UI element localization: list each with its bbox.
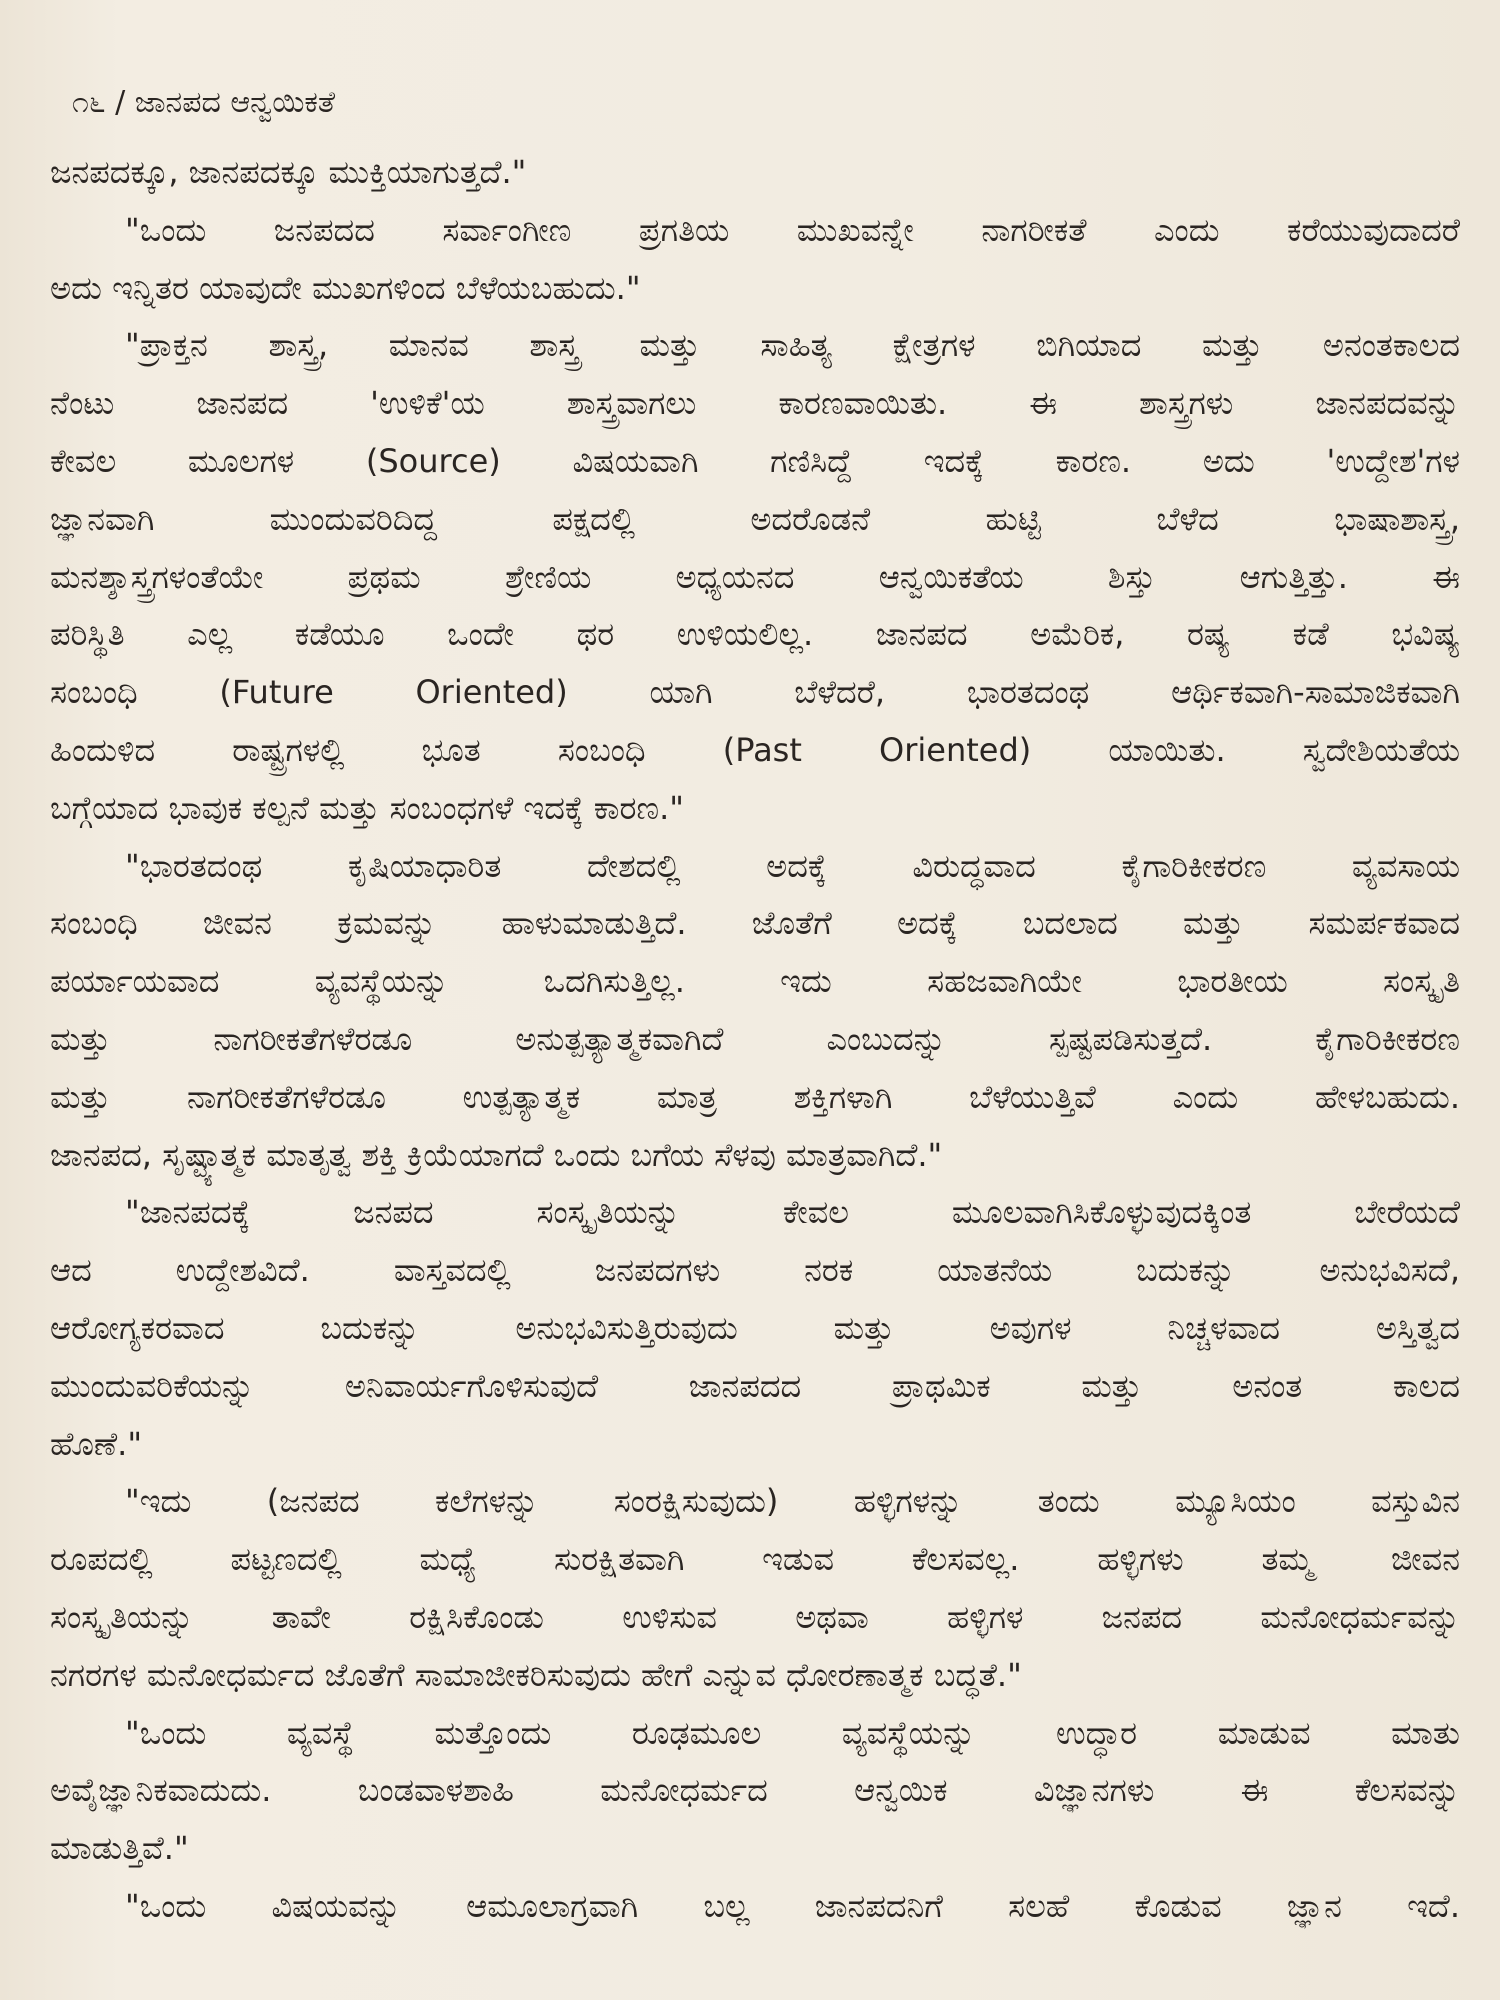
text-line: "ಭಾರತದಂಥ ಕೃಷಿಯಾಧಾರಿತ ದೇಶದಲ್ಲಿ ಅದಕ್ಕೆ ವಿರುದ್ಧವಾದ ಕೈಗಾರಿಕೀಕರಣ ವ್ಯವಸಾಯ: [125, 846, 1460, 885]
text-line: ಜ್ಞಾನವಾಗಿ ಮುಂದುವರಿದಿದ್ದ ಪಕ್ಷದಲ್ಲಿ ಅದರೊಡನೆ ಹುಟ್ಟಿ ಬೆಳೆದ ಭಾಷಾಶಾಸ್ತ್ರ,: [50, 499, 1460, 538]
text-line: ಸಂಬಂಧಿ (Future Oriented) ಯಾಗಿ ಬೆಳೆದರೆ, ಭಾರತದಂಥ ಆರ್ಥಿಕವಾಗಿ-ಸಾಮಾಜಿಕವಾಗಿ: [50, 673, 1460, 712]
paragraph: [50, 144, 1460, 202]
text-line: "ಒಂದು ಜನಪದದ ಸರ್ವಾಂಗೀಣ ಪ್ರಗತಿಯ ಮುಖವನ್ನೇ ನಾಗರೀಕತೆ ಎಂದು ಕರೆಯುವುದಾದರೆ: [125, 210, 1460, 249]
text-line: ನೆಂಟು ಜಾನಪದ 'ಉಳಿಕೆ'ಯ ಶಾಸ್ತ್ರವಾಗಲು ಕಾರಣವಾಯಿತು. ಈ ಶಾಸ್ತ್ರಗಳು ಜಾನಪದವನ್ನು: [50, 384, 1460, 423]
paragraph: [50, 1878, 1460, 1936]
text-line: ಮತ್ತು ನಾಗರೀಕತೆಗಳೆರಡೂ ಅನುತ್ಪತ್ಯಾತ್ಮಕವಾಗಿದೆ ಎಂಬುದನ್ನು ಸ್ಪಷ್ಟಪಡಿಸುತ್ತದೆ. ಕೈಗಾರಿಕೀಕರಣ: [50, 1019, 1460, 1058]
text-line: ಮಾಡುತ್ತಿವೆ.": [50, 1829, 189, 1868]
paragraph: [50, 1184, 1460, 1473]
text-line: ಅವೈಜ್ಞಾನಿಕವಾದುದು. ಬಂಡವಾಳಶಾಹಿ ಮನೋಧರ್ಮದ ಆನ್ವಯಿಕ ವಿಜ್ಞಾನಗಳು ಈ ಕೆಲಸವನ್ನು: [50, 1771, 1460, 1810]
text-line: ಆದ ಉದ್ದೇಶವಿದೆ. ವಾಸ್ತವದಲ್ಲಿ ಜನಪದಗಳು ನರಕ ಯಾತನೆಯ ಬದುಕನ್ನು ಅನುಭವಿಸದೆ,: [50, 1251, 1460, 1290]
text-line: ಸಂಸ್ಕೃತಿಯನ್ನು ತಾವೇ ರಕ್ಷಿಸಿಕೊಂಡು ಉಳಿಸುವ ಅಥವಾ ಹಳ್ಳಿಗಳ ಜನಪದ ಮನೋಧರ್ಮವನ್ನು: [50, 1597, 1460, 1636]
text-line: "ಇದು (ಜನಪದ ಕಲೆಗಳನ್ನು ಸಂರಕ್ಷಿಸುವುದು) ಹಳ್ಳಿಗಳನ್ನು ತಂದು ಮ್ಯೂಸಿಯಂ ವಸ್ತುವಿನ: [125, 1482, 1460, 1521]
text-line: ಕೇವಲ ಮೂಲಗಳ (Source) ವಿಷಯವಾಗಿ ಗಣಿಸಿದ್ದೆ ಇದಕ್ಕೆ ಕಾರಣ. ಅದು 'ಉದ್ದೇಶ'ಗಳ: [50, 441, 1460, 480]
paragraph: [50, 1705, 1460, 1878]
text-line: ಅದು ಇನ್ನಿತರ ಯಾವುದೇ ಮುಖಗಳಿಂದ ಬೆಳೆಯಬಹುದು.": [50, 268, 641, 307]
text-line: "ಜಾನಪದಕ್ಕೆ ಜನಪದ ಸಂಸ್ಕೃತಿಯನ್ನು ಕೇವಲ ಮೂಲವಾಗಿಸಿಕೊಳ್ಳುವುದಕ್ಕಿಂತ ಬೇರೆಯದೆ: [125, 1193, 1460, 1232]
text-line: ಆರೋಗ್ಯಕರವಾದ ಬದುಕನ್ನು ಅನುಭವಿಸುತ್ತಿರುವುದು ಮತ್ತು ಅವುಗಳ ನಿಚ್ಚಳವಾದ ಅಸ್ತಿತ್ವದ: [50, 1308, 1460, 1347]
body-text: [50, 144, 1460, 1936]
text-line: "ಒಂದು ವಿಷಯವನ್ನು ಆಮೂಲಾಗ್ರವಾಗಿ ಬಲ್ಲ ಜಾನಪದನಿಗೆ ಸಲಹೆ ಕೊಡುವ ಜ್ಞಾನ ಇದೆ.: [125, 1886, 1460, 1925]
running-header: ೧೬ / ಜಾನಪದ ಆನ್ವಯಿಕತೆ: [72, 85, 336, 120]
text-line: ಜಾನಪದ, ಸೃಷ್ಟ್ಯಾತ್ಮಕ ಮಾತೃತ್ವ ಶಕ್ತಿ ಕ್ರಿಯೆಯಾಗದೆ ಒಂದು ಬಗೆಯ ಸೆಳವು ಮಾತ್ರವಾಗಿದೆ.": [50, 1135, 943, 1174]
text-line: ಮನಶ್ಶಾಸ್ತ್ರಗಳಂತೆಯೇ ಪ್ರಥಮ ಶ್ರೇಣಿಯ ಅಧ್ಯಯನದ ಆನ್ವಯಿಕತೆಯ ಶಿಸ್ತು ಆಗುತ್ತಿತ್ತು. ಈ: [50, 557, 1460, 596]
text-line: ಬಗ್ಗೆಯಾದ ಭಾವುಕ ಕಲ್ಪನೆ ಮತ್ತು ಸಂಬಂಧಗಳೆ ಇದಕ್ಕೆ ಕಾರಣ.": [50, 788, 684, 827]
text-line: ಮತ್ತು ನಾಗರೀಕತೆಗಳೆರಡೂ ಉತ್ಪತ್ಯಾತ್ಮಕ ಮಾತ್ರ ಶಕ್ತಿಗಳಾಗಿ ಬೆಳೆಯುತ್ತಿವೆ ಎಂದು ಹೇಳಬಹುದು.: [50, 1077, 1460, 1116]
text-line: ಹಿಂದುಳಿದ ರಾಷ್ಟ್ರಗಳಲ್ಲಿ ಭೂತ ಸಂಬಂಧಿ (Past Oriented) ಯಾಯಿತು. ಸ್ವದೇಶಿಯತೆಯ: [50, 730, 1460, 769]
text-line: ಸಂಬಂಧಿ ಜೀವನ ಕ್ರಮವನ್ನು ಹಾಳುಮಾಡುತ್ತಿದೆ. ಜೊತೆಗೆ ಅದಕ್ಕೆ ಬದಲಾದ ಮತ್ತು ಸಮರ್ಪಕವಾದ: [50, 904, 1460, 943]
text-line: ಮುಂದುವರಿಕೆಯನ್ನು ಅನಿವಾರ್ಯಗೊಳಿಸುವುದೆ ಜಾನಪದದ ಪ್ರಾಥಮಿಕ ಮತ್ತು ಅನಂತ ಕಾಲದ: [50, 1366, 1460, 1405]
paragraph: [50, 202, 1460, 318]
text-line: ರೂಪದಲ್ಲಿ ಪಟ್ಟಣದಲ್ಲಿ ಮಧ್ಯೆ ಸುರಕ್ಷಿತವಾಗಿ ಇಡುವ ಕೆಲಸವಲ್ಲ. ಹಳ್ಳಿಗಳು ತಮ್ಮ ಜೀವನ: [50, 1540, 1460, 1579]
text-line: ಹೊಣೆ.": [50, 1424, 143, 1463]
paragraph: [50, 317, 1460, 837]
text-line: "ಒಂದು ವ್ಯವಸ್ಥೆ ಮತ್ತೊಂದು ರೂಢಮೂಲ ವ್ಯವಸ್ಥೆಯನ್ನು ಉದ್ಧಾರ ಮಾಡುವ ಮಾತು: [125, 1713, 1460, 1752]
paragraph: [50, 1473, 1460, 1704]
text-line: "ಪ್ರಾಕ್ತನ ಶಾಸ್ತ್ರ, ಮಾನವ ಶಾಸ್ತ್ರ ಮತ್ತು ಸಾಹಿತ್ಯ ಕ್ಷೇತ್ರಗಳ ಬಿಗಿಯಾದ ಮತ್ತು ಅನಂತಕಾಲದ: [125, 326, 1460, 365]
text-line: ಪರ್ಯಾಯವಾದ ವ್ಯವಸ್ಥೆಯನ್ನು ಒದಗಿಸುತ್ತಿಲ್ಲ. ಇದು ಸಹಜವಾಗಿಯೇ ಭಾರತೀಯ ಸಂಸ್ಕೃತಿ: [50, 962, 1460, 1001]
text-line: ನಗರಗಳ ಮನೋಧರ್ಮದ ಜೊತೆಗೆ ಸಾಮಾಜೀಕರಿಸುವುದು ಹೇಗೆ ಎನ್ನುವ ಧೋರಣಾತ್ಮಕ ಬದ್ಧತೆ.": [50, 1655, 1022, 1694]
paragraph: [50, 838, 1460, 1185]
text-line: ಜನಪದಕ್ಕೂ, ಜಾನಪದಕ್ಕೂ ಮುಕ್ತಿಯಾಗುತ್ತದೆ.": [50, 153, 527, 191]
text-line: ಪರಿಸ್ಥಿತಿ ಎಲ್ಲ ಕಡೆಯೂ ಒಂದೇ ಥರ ಉಳಿಯಲಿಲ್ಲ. ಜಾನಪದ ಅಮೆರಿಕ, ರಷ್ಯ ಕಡೆ ಭವಿಷ್ಯ: [50, 615, 1460, 654]
